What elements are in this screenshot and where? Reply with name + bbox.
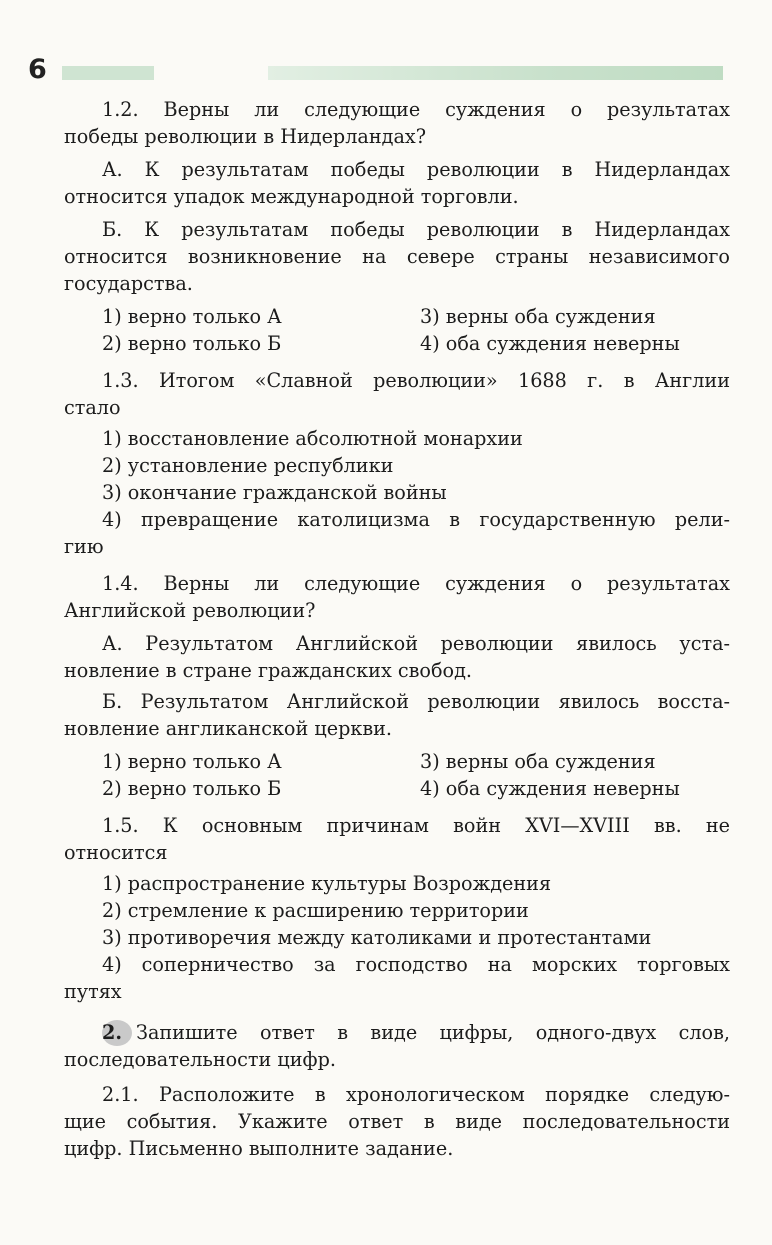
answer-option: 1) верно только А	[102, 305, 282, 328]
page-number: 6	[28, 54, 47, 85]
question-2-1	[64, 1081, 730, 1162]
answer-option: 1) распространение культуры Возрождения	[102, 872, 552, 895]
question-stem: Английской революции?	[64, 599, 316, 622]
answer-option: 1) верно только А	[102, 750, 282, 773]
statement-b: Б. К результатам победы революции в Нидерландах	[102, 218, 730, 241]
question-1-2	[64, 96, 730, 357]
task-instruction-text: Запишите ответ в виде цифры, одного-двух слов,	[136, 1021, 730, 1044]
answer-option: 4) соперничество за господство на морских торговых	[102, 953, 730, 976]
question-stem: 1.5. К основным причинам войн XVI—XVIII вв. не	[102, 814, 730, 837]
question-1-5	[64, 812, 730, 1005]
page-header	[0, 50, 772, 90]
statement-b: относится возникновение на севере страны независимого	[64, 245, 730, 268]
answer-option: 3) противоречия между католиками и протестантами	[102, 926, 652, 949]
statement-b: Б. Результатом Английской революции явилось восста-	[102, 690, 730, 713]
answer-option: путях	[64, 980, 122, 1003]
question-stem: 1.4. Верны ли следующие суждения о результатах	[102, 572, 730, 595]
question-stem: щие события. Укажите ответ в виде последовательности	[64, 1110, 730, 1133]
statement-a: относится упадок международной торговли.	[64, 185, 519, 208]
statement-a: новление в стране гражданских свобод.	[64, 659, 472, 682]
answer-option: 2) верно только Б	[102, 332, 282, 355]
question-1-4	[64, 570, 730, 802]
answer-option: 2) верно только Б	[102, 777, 282, 800]
task-2-instruction	[64, 1019, 730, 1073]
answer-option: 4) оба суждения неверны	[420, 332, 680, 355]
header-decor-band-long	[268, 66, 723, 80]
answer-options	[64, 748, 730, 802]
statement-a: А. Результатом Английской революции явилось уста-	[102, 632, 730, 655]
question-stem: 1.2. Верны ли следующие суждения о результатах	[102, 98, 730, 121]
task-instruction	[64, 1019, 730, 1046]
statement-b: государства.	[64, 272, 193, 295]
statement-a: А. К результатам победы революции в Нидерландах	[102, 158, 730, 181]
answer-option: 3) окончание гражданской войны	[102, 481, 447, 504]
answer-option: 2) стремление к расширению территории	[102, 899, 529, 922]
answer-option: 3) верны оба суждения	[420, 750, 656, 773]
answer-option: 4) оба суждения неверны	[420, 777, 680, 800]
question-1-3	[64, 367, 730, 560]
header-decor-band	[62, 66, 154, 80]
task-instruction: последовательности цифр.	[64, 1048, 336, 1071]
page-content	[64, 96, 730, 1162]
answer-option: гию	[64, 535, 104, 558]
question-stem: 2.1. Расположите в хронологическом порядке следую-	[102, 1083, 730, 1106]
statement-b: новление англиканской церкви.	[64, 717, 393, 740]
answer-option: 4) превращение католицизма в государственную рели-	[102, 508, 730, 531]
question-stem: стало	[64, 396, 121, 419]
answer-options	[64, 303, 730, 357]
task-number-badge: 2.	[102, 1020, 132, 1046]
answer-option: 3) верны оба суждения	[420, 305, 656, 328]
question-stem: цифр. Письменно выполните задание.	[64, 1137, 454, 1160]
answer-option: 2) установление республики	[102, 454, 394, 477]
question-stem: относится	[64, 841, 168, 864]
question-stem: победы революции в Нидерландах?	[64, 125, 426, 148]
question-stem: 1.3. Итогом «Славной революции» 1688 г. в Англии	[102, 369, 730, 392]
answer-option: 1) восстановление абсолютной монархии	[102, 427, 523, 450]
